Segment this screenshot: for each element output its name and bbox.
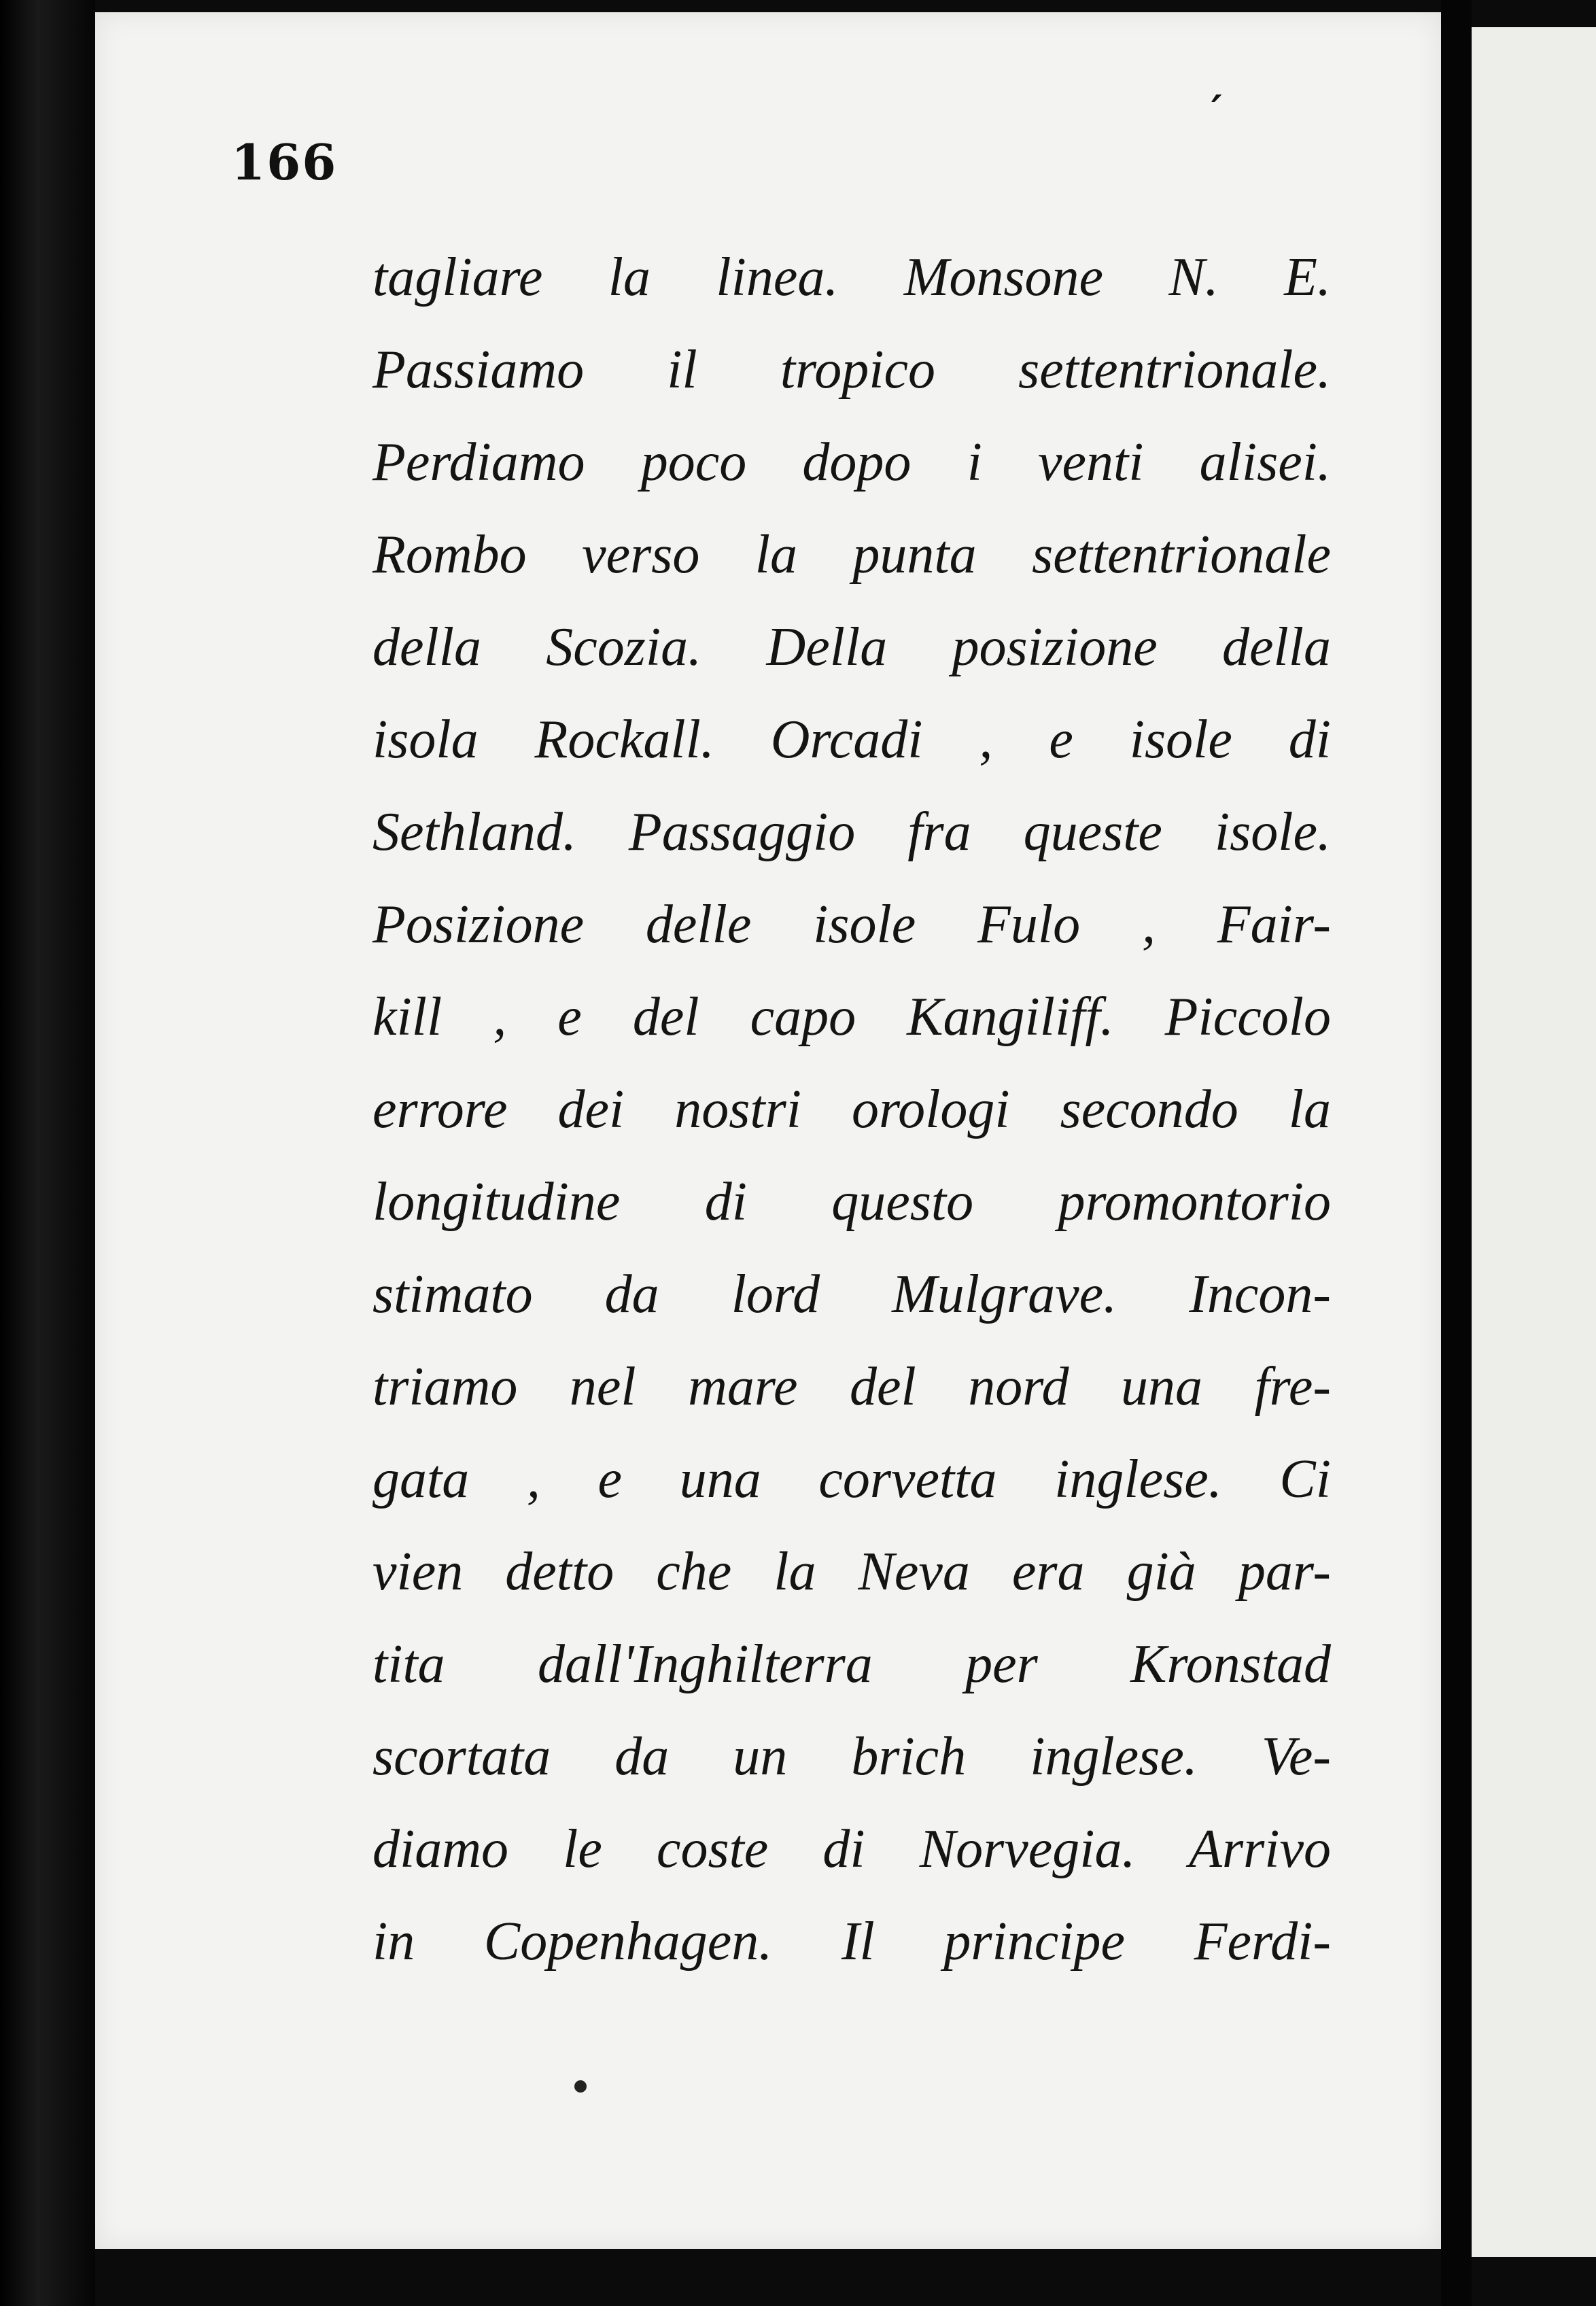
text-line: Posizione delle isole Fulo , Fair- [372,895,1331,954]
corner-mark: ′ [1211,87,1222,135]
text-line: gata , e una corvetta inglese. Ci [372,1449,1331,1509]
text-line: in Copenhagen. Il principe Ferdi- [372,1912,1331,1972]
text-line: Rombo verso la punta settentrionale [372,525,1331,585]
text-line: triamo nel mare del nord una fre- [372,1357,1331,1417]
text-line: vien detto che la Neva era già par- [372,1542,1331,1602]
text-line: Sethland. Passaggio fra queste isole. [372,802,1331,862]
text-line: diamo le coste di Norvegia. Arrivo [372,1819,1331,1879]
text-line: kill , e del capo Kangiliff. Piccolo [372,987,1331,1047]
text-line: Perdiamo poco dopo i venti alisei. [372,432,1331,492]
text-line: errore dei nostri orologi secondo la [372,1080,1331,1139]
text-line: della Scozia. Della posizione della [372,617,1331,677]
ink-speck [574,2080,587,2093]
text-line: isola Rockall. Orcadi , e isole di [372,710,1331,770]
text-line: Passiamo il tropico settentrionale. [372,340,1331,400]
text-line: longitudine di questo promontorio [372,1172,1331,1232]
facing-page-edge [1472,27,1596,2257]
text-line: tita dall'Inghilterra per Kronstad [372,1634,1331,1694]
body-text [372,231,1331,1988]
page-number: 166 [231,133,338,191]
text-line: tagliare la linea. Monsone N. E. [372,247,1331,307]
text-line: stimato da lord Mulgrave. Incon- [372,1264,1331,1324]
book-binding-edge [0,0,95,2306]
text-line: scortata da un brich inglese. Ve- [372,1727,1331,1787]
page-gutter [1441,0,1472,2306]
